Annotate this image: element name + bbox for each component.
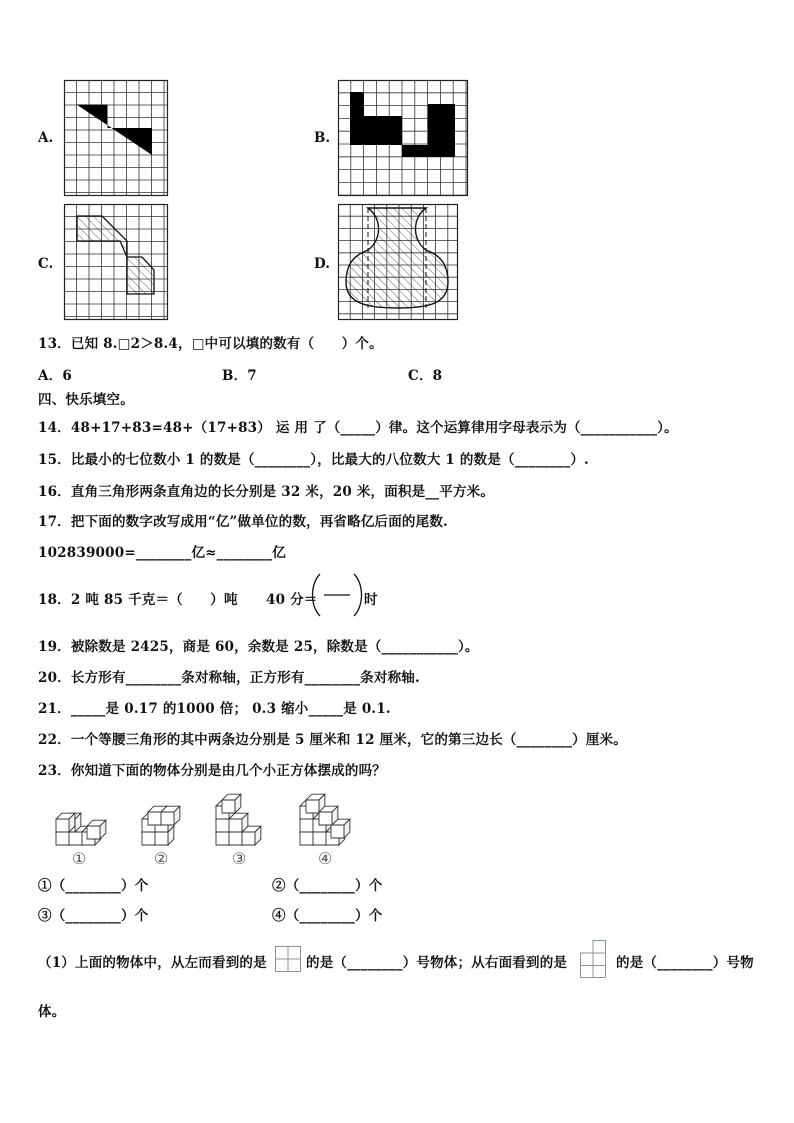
cube-face	[306, 800, 319, 813]
question-15: 15．比最小的七位数小 1 的数是（________），比最大的八位数大 1 的数是（________）.	[38, 452, 589, 468]
left-view-icon	[275, 946, 301, 972]
figure-label-3: ③	[232, 849, 247, 868]
section-heading: 四、快乐填空。	[38, 392, 134, 408]
question-14: 14．48+17+83=48+（17+83） 运 用 了（_____）律。这个运算律用字母表示为（___________）。	[38, 420, 678, 436]
figure-label-2: ②	[154, 849, 169, 868]
cube-face	[148, 812, 161, 825]
option-c-label: C.	[38, 256, 54, 272]
option-b-black-shape-2	[402, 104, 455, 157]
option-d-label: D.	[314, 256, 330, 272]
question-19: 19．被除数是 2425，商是 60，余数是 25，除数是（___________）。	[38, 639, 479, 655]
cube-figure-2	[138, 800, 186, 850]
cube-face	[142, 832, 155, 845]
q13-option-c: C．8	[408, 368, 443, 384]
q23-sub1-text-b: 的是（________）号物体；从右面看到的是	[306, 955, 568, 971]
question-21: 21．_____是 0.17 的1000 倍； 0.3 缩小_____是 0.1.	[38, 701, 391, 717]
q23-answer-2: ②（________）个	[272, 878, 383, 894]
question-22: 22．一个等腰三角形的其中两条边分别是 5 厘米和 12 厘米，它的第三边长（________）厘米。	[38, 732, 627, 748]
cube-face	[56, 832, 69, 845]
cube-face	[300, 819, 313, 832]
cube-face	[229, 832, 242, 845]
cube-face	[313, 832, 326, 845]
right-view-icon	[580, 940, 606, 978]
cube-face	[216, 819, 229, 832]
option-a-label: A.	[38, 130, 54, 146]
q13-option-a: A．6	[38, 368, 72, 384]
option-c-grid-figure	[64, 204, 168, 320]
option-d-vase-shape	[346, 208, 448, 308]
q23-sub1-text-d: 体。	[38, 1004, 66, 1020]
question-16: 16．直角三角形两条直角边的长分别是 32 米，20 米，面积是__平方米。	[38, 484, 495, 500]
cube-face	[56, 819, 69, 832]
q13-option-b: B．7	[222, 368, 257, 384]
cube-face	[155, 832, 168, 845]
question-18-part1: 18．2 吨 85 千克＝（ ）吨	[38, 592, 238, 608]
q23-answer-4: ④（________）个	[272, 908, 383, 924]
question-18-unit: 时	[364, 592, 378, 608]
question-18-part2: 40 分＝	[266, 592, 318, 608]
cube-face	[229, 819, 242, 832]
cube-face	[222, 800, 235, 813]
option-d-grid-figure	[338, 204, 458, 320]
q23-answer-3: ③（________）个	[38, 908, 149, 924]
q23-sub1-text-c: 的是（________）号物	[616, 955, 754, 971]
cube-face	[331, 825, 344, 838]
cube-face	[87, 826, 100, 839]
cube-face	[161, 812, 174, 825]
question-23: 23．你知道下面的物体分别是由几个小正方体摆成的吗？	[38, 763, 386, 779]
figure-label-1: ①	[72, 849, 87, 868]
option-b-label: B.	[314, 130, 331, 146]
cube-figure-1	[54, 802, 106, 850]
option-a-grid-figure	[64, 80, 168, 196]
option-b-grid-figure	[338, 80, 468, 196]
question-20: 20．长方形有________条对称轴，正方形有________条对称轴.	[38, 670, 420, 686]
cube-figure-3	[214, 792, 262, 850]
q23-sub1-text-a: （1）上面的物体中，从左而看到的是	[38, 955, 267, 971]
question-17: 17．把下面的数字改写成用“亿”做单位的数，再省略亿后面的尾数.	[38, 514, 448, 530]
cube-face	[300, 832, 313, 845]
cube-face	[319, 812, 332, 825]
q23-answer-1: ①（________）个	[38, 878, 149, 894]
cube-figure-4	[298, 792, 354, 850]
question-17-answer-line: 102839000=________亿≈________亿	[38, 545, 286, 561]
cube-face	[242, 832, 255, 845]
figure-label-4: ④	[318, 849, 333, 868]
cube-face	[216, 832, 229, 845]
option-c-hatched-shape	[77, 216, 154, 294]
cube-face	[69, 832, 82, 845]
fraction-blank	[312, 572, 362, 618]
question-13: 13．已知 8.□2＞8.4，□中可以填的数有（ ）个。	[38, 336, 383, 352]
